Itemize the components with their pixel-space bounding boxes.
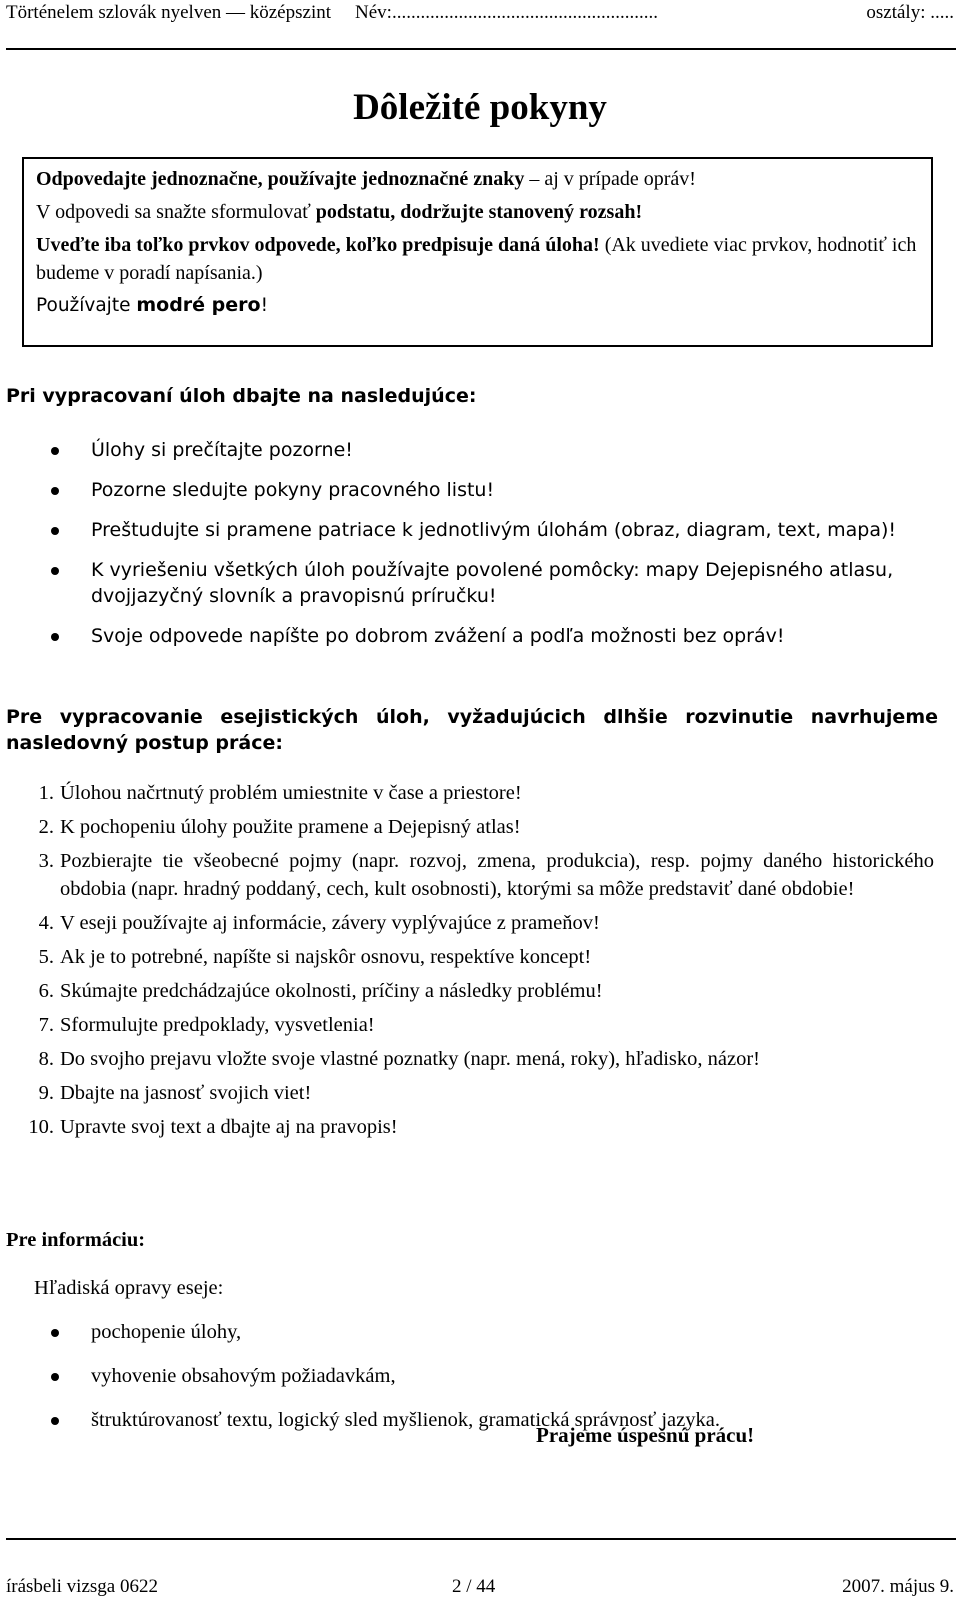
evaluation-criteria-heading: Hľadiská opravy eseje: <box>34 1277 224 1299</box>
box-line-4-normal: Používajte <box>36 295 137 316</box>
list-item-text: Pozorne sledujte pokyny pracovného listu! <box>91 479 495 501</box>
list-item <box>0 477 960 503</box>
step-item <box>0 1045 960 1073</box>
list-item <box>0 1362 960 1390</box>
list-item <box>0 437 960 463</box>
section-heading-essay: Pre vypracovanie esejistických úloh, vyžadujúcich dlhšie rozvinutie navrhujeme nasledovný postup práce: <box>6 706 938 754</box>
step-text: K pochopeniu úlohy použite pramene a Dejepisný atlas! <box>60 816 521 838</box>
evaluation-criteria-list <box>0 1318 960 1434</box>
page-header <box>6 0 956 50</box>
task-instructions-list <box>0 437 960 649</box>
list-item-text: pochopenie úlohy, <box>91 1321 242 1343</box>
header-name-field: Név:........................................................ <box>355 2 658 23</box>
box-line-4 <box>36 291 919 320</box>
step-number: 6. <box>38 980 54 1002</box>
list-item <box>0 517 960 543</box>
step-number: 3. <box>38 850 54 872</box>
page-title: Dôležité pokyny <box>353 87 607 128</box>
instructions-box <box>22 157 933 347</box>
box-line-3-bold: Uveďte iba toľko prvkov odpovede, koľko predpisuje daná úloha! <box>36 234 600 256</box>
footer-page-number: 2 / 44 <box>452 1576 496 1597</box>
box-line-1-bold: Odpovedajte jednoznačne, používajte jednoznačné znaky <box>36 168 525 190</box>
step-item <box>0 943 960 971</box>
box-line-2-mid: , <box>390 201 401 223</box>
step-number: 1. <box>38 782 54 804</box>
bullet-dot <box>51 1329 59 1337</box>
step-number: 4. <box>38 912 54 934</box>
step-text: Ak je to potrebné, napíšte si najskôr osnovu, respektíve koncept! <box>60 946 592 968</box>
bullet-dot <box>51 447 59 455</box>
step-item <box>0 847 960 903</box>
step-item <box>0 1011 960 1039</box>
bullet-dot <box>51 1373 59 1381</box>
box-line-3 <box>36 231 919 287</box>
bullet-dot <box>51 633 59 641</box>
header-subject: Történelem szlovák nyelven — középszint <box>6 2 332 23</box>
footer-date: 2007. május 9. <box>842 1576 954 1597</box>
step-text: V eseji používajte aj informácie, závery vyplývajúce z prameňov! <box>60 912 600 934</box>
box-line-1 <box>36 165 919 193</box>
box-line-2-bold-1: podstatu <box>315 201 391 223</box>
header-class-field: osztály: ..... <box>866 2 954 23</box>
box-line-4-end: ! <box>260 295 268 316</box>
step-text: Dbajte na jasnosť svojich viet! <box>60 1082 312 1104</box>
step-number: 2. <box>38 816 54 838</box>
bullet-dot <box>51 487 59 495</box>
step-text: Skúmajte predchádzajúce okolnosti, príčiny a následky problému! <box>60 980 603 1002</box>
step-text: Pozbierajte tie všeobecné pojmy (napr. rozvoj, zmena, produkcia), resp. pojmy daného historického obdobia (napr. hradný poddaný, cech, kult osobnosti), ktorými sa môže predstaviť dané obdobie! <box>60 850 934 900</box>
step-text: Upravte svoj text a dbajte aj na pravopis! <box>60 1116 398 1138</box>
step-number: 5. <box>38 946 54 968</box>
essay-steps-list <box>0 779 960 1141</box>
box-line-2 <box>36 198 919 226</box>
bullet-dot <box>51 1417 59 1425</box>
footer-divider <box>6 1538 956 1540</box>
step-item <box>0 779 960 807</box>
step-item <box>0 977 960 1005</box>
step-text: Do svojho prejavu vložte svoje vlastné poznatky (napr. mená, roky), hľadisko, názor! <box>60 1048 761 1070</box>
list-item-text: Svoje odpovede napíšte po dobrom zvážení a podľa možnosti bez opráv! <box>91 625 785 647</box>
box-line-2-normal: V odpovedi sa snažte sformulovať <box>36 201 316 223</box>
step-item <box>0 909 960 937</box>
list-item-text: Úlohy si prečítajte pozorne! <box>91 439 353 461</box>
list-item-text: vyhovenie obsahovým požiadavkám, <box>91 1365 396 1387</box>
section-heading-tasks: Pri vypracovaní úloh dbajte na nasledujúce: <box>6 385 477 407</box>
step-number: 10. <box>28 1116 54 1138</box>
closing-wish: Prajeme úspešnú prácu! <box>536 1423 755 1447</box>
list-item <box>0 1318 960 1346</box>
step-number: 9. <box>38 1082 54 1104</box>
list-item <box>0 1406 960 1434</box>
step-item <box>0 1113 960 1141</box>
list-item-text: štruktúrovanosť textu, logický sled myšlienok, gramatická správnosť jazyka. <box>91 1409 720 1431</box>
list-item-text: K vyriešeniu všetkých úloh používajte povolené pomôcky: mapy Dejepisného atlasu, dvojjazyčný slovník a pravopisnú príručku! <box>91 559 894 607</box>
step-number: 8. <box>38 1048 54 1070</box>
box-line-1-rest: – aj v prípade opráv! <box>524 168 696 190</box>
box-line-3-rest: (Ak uvediete viac prvkov, hodnotiť ich budeme v poradí napísania.) <box>36 234 917 284</box>
header-left <box>6 0 658 26</box>
step-number: 7. <box>38 1014 54 1036</box>
list-item <box>0 623 960 649</box>
list-item-text: Preštudujte si pramene patriace k jednotlivým úlohám (obraz, diagram, text, mapa)! <box>91 519 897 541</box>
bullet-dot <box>51 527 59 535</box>
box-line-2-end: ! <box>635 201 643 223</box>
bullet-dot <box>51 567 59 575</box>
box-line-2-bold-2: dodržujte stanovený rozsah <box>400 201 636 223</box>
section-heading-info: Pre informáciu: <box>6 1229 146 1251</box>
list-item <box>0 557 960 609</box>
step-text: Úlohou načrtnutý problém umiestnite v čase a priestore! <box>60 782 522 804</box>
step-text: Sformulujte predpoklady, vysvetlenia! <box>60 1014 375 1036</box>
box-line-4-bold: modré pero <box>136 294 261 316</box>
step-item <box>0 813 960 841</box>
step-item <box>0 1079 960 1107</box>
footer-exam-code: írásbeli vizsga 0622 <box>6 1576 158 1597</box>
